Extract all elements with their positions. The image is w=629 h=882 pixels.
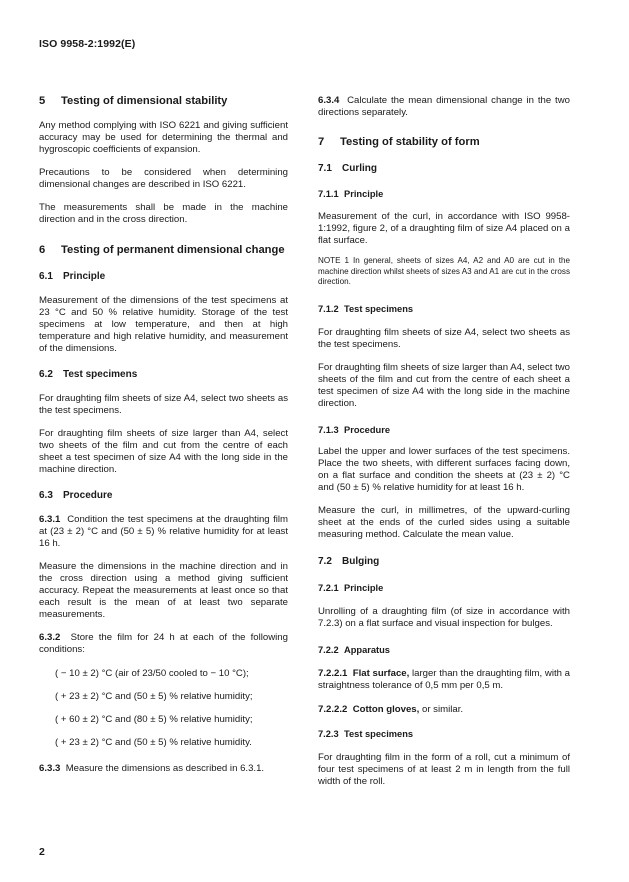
section-7-1-1-heading	[318, 188, 570, 200]
section-number: 7.2.1	[318, 582, 339, 593]
clause-text: Measure the dimensions as described in 6.3.1.	[65, 763, 265, 774]
section-title: Apparatus	[344, 644, 390, 655]
paragraph: Measure the dimensions in the machine direction and in the cross direction using a method giving sufficient accuracy. Repeat the measurements at least once so that each result is the mean of at least two separate measurements.	[39, 561, 288, 620]
clause-7-2-2-2	[318, 704, 570, 716]
section-number: 6.2	[39, 369, 53, 380]
right-column	[318, 95, 570, 788]
clause-text: Condition the test specimens at the draughting film at (23 ± 2) °C and (50 ± 5) % relative humidity for at least 16 h.	[39, 514, 288, 549]
document-header: ISO 9958-2:1992(E)	[39, 38, 136, 50]
paragraph: The measurements shall be made in the machine direction and in the cross direction.	[39, 202, 288, 225]
section-6-heading	[39, 243, 288, 257]
paragraph: Unrolling of a draughting film (of size in accordance with 7.2.3) on a flat surface and visual inspection for bulges.	[318, 605, 570, 629]
section-number: 7	[318, 136, 325, 148]
section-7-1-3-heading	[318, 424, 570, 436]
clause-text: or similar.	[419, 703, 464, 715]
section-6-3-heading	[39, 490, 288, 502]
condition-item: ( + 60 ± 2) °C and (80 ± 5) % relative humidity;	[55, 714, 253, 725]
paragraph: For draughting film in the form of a roll, cut a minimum of four test specimens of at least 2 m in length from the full width of the roll.	[318, 751, 570, 787]
section-title: Principle	[344, 189, 384, 199]
clause-number: 7.2.2.1	[318, 667, 348, 679]
section-number: 7.2	[318, 555, 332, 567]
condition-item: ( − 10 ± 2) °C (air of 23/50 cooled to − 10 °C);	[55, 668, 249, 679]
section-7-1-heading	[318, 163, 570, 175]
section-title: Test specimens	[344, 303, 414, 314]
clause-7-2-2-1	[318, 668, 570, 692]
paragraph: Precautions to be considered when determining dimensional changes are described in ISO 6221.	[39, 167, 288, 190]
section-title: Bulging	[342, 555, 380, 567]
paragraph: Measurement of the dimensions of the test specimens at 23 °C and 50 % relative humidity. Storage of the test specimens at low temperature, and then at high temperature and high relative humidity, and measurement of the dimensions.	[39, 295, 288, 354]
section-7-2-heading	[318, 556, 570, 568]
left-column	[39, 94, 288, 775]
section-7-2-2-heading	[318, 644, 570, 656]
section-number: 7.1.1	[318, 189, 339, 199]
paragraph: Any method complying with ISO 6221 and giving sufficient accuracy may be used for determining the thermal and hygroscopic coefficients of expansion.	[39, 120, 288, 155]
clause-6-3-4	[318, 95, 570, 119]
section-number: 7.2.2	[318, 644, 339, 655]
clause-term: Cotton gloves,	[352, 703, 420, 715]
paragraph: For draughting film sheets of size A4, select two sheets as the test specimens.	[318, 326, 570, 350]
clause-term: Flat surface,	[352, 667, 410, 679]
clause-6-3-1	[39, 514, 288, 550]
page-number: 2	[39, 846, 45, 858]
section-title: Test specimens	[344, 728, 414, 739]
section-number: 5	[39, 95, 46, 107]
section-number: 7.2.3	[318, 728, 339, 739]
clause-text: Calculate the mean dimensional change in the two directions separately.	[318, 95, 570, 118]
paragraph: For draughting film sheets of size A4, select two sheets as the test specimens.	[39, 393, 288, 416]
section-number: 7.1.2	[318, 303, 339, 314]
section-title: Testing of permanent dimensional change	[61, 244, 285, 256]
clause-number: 6.3.2	[39, 632, 61, 643]
section-title: Testing of stability of form	[340, 136, 480, 148]
paragraph: Label the upper and lower surfaces of the test specimens. Place the two sheets, with different surfaces facing down, on a flat surface and condition the sheets at (23 ± 2) °C and (50 ± 5) % relative humidity for at least 16 h.	[318, 445, 570, 493]
section-7-2-3-heading	[318, 728, 570, 740]
section-number: 6.1	[39, 271, 53, 282]
paragraph: For draughting film sheets of size larger than A4, select two sheets of the film and cut from the centre of each sheet a test specimen of size A4 with the long side in the machine direction.	[318, 361, 570, 409]
clause-text: larger than the draughting film, with a straightness tolerance of 0,5 mm per 0,5 m.	[318, 667, 570, 691]
section-7-heading	[318, 135, 570, 149]
clause-number: 6.3.4	[318, 95, 340, 106]
section-7-1-2-heading	[318, 303, 570, 315]
section-number: 6.3	[39, 490, 53, 501]
clause-6-3-2	[39, 632, 288, 656]
section-title: Testing of dimensional stability	[61, 95, 228, 107]
section-title: Test specimens	[63, 369, 138, 380]
section-title: Curling	[342, 163, 377, 174]
clause-number: 6.3.3	[39, 763, 61, 774]
note: NOTE 1 In general, sheets of sizes A4, A2 and A0 are cut in the machine direction whilst sheets of sizes A3 and A1 are cut in the cross direction.	[318, 256, 570, 286]
condition-item: ( + 23 ± 2) °C and (50 ± 5) % relative humidity;	[55, 691, 253, 702]
section-6-2-heading	[39, 369, 288, 381]
section-6-1-heading	[39, 271, 288, 283]
section-number: 7.1	[318, 163, 332, 174]
clause-text: Store the film for 24 h at each of the following conditions:	[39, 632, 288, 655]
clause-number: 7.2.2.2	[318, 703, 348, 715]
clause-6-3-3	[39, 763, 288, 775]
section-number: 7.1.3	[318, 424, 339, 435]
paragraph: For draughting film sheets of size larger than A4, select two sheets of the film and cut from the centre of each sheet a test specimen of size A4 with the long side in the machine direction.	[39, 428, 288, 475]
section-5-heading	[39, 94, 288, 108]
section-title: Principle	[63, 271, 106, 282]
paragraph: Measurement of the curl, in accordance with ISO 9958-1:1992, figure 2, of a draughting film of size A4 placed on a flat surface.	[318, 211, 570, 246]
paragraph: Measure the curl, in millimetres, of the upward-curling sheet at the ends of the curled sides using a suitable measuring method. Calculate the mean value.	[318, 504, 570, 540]
section-title: Procedure	[344, 424, 390, 435]
clause-number: 6.3.1	[39, 514, 61, 525]
section-title: Procedure	[63, 490, 113, 501]
section-title: Principle	[344, 582, 384, 593]
section-number: 6	[39, 244, 46, 256]
section-7-2-1-heading	[318, 582, 570, 594]
condition-item: ( + 23 ± 2) °C and (50 ± 5) % relative humidity.	[55, 737, 252, 748]
